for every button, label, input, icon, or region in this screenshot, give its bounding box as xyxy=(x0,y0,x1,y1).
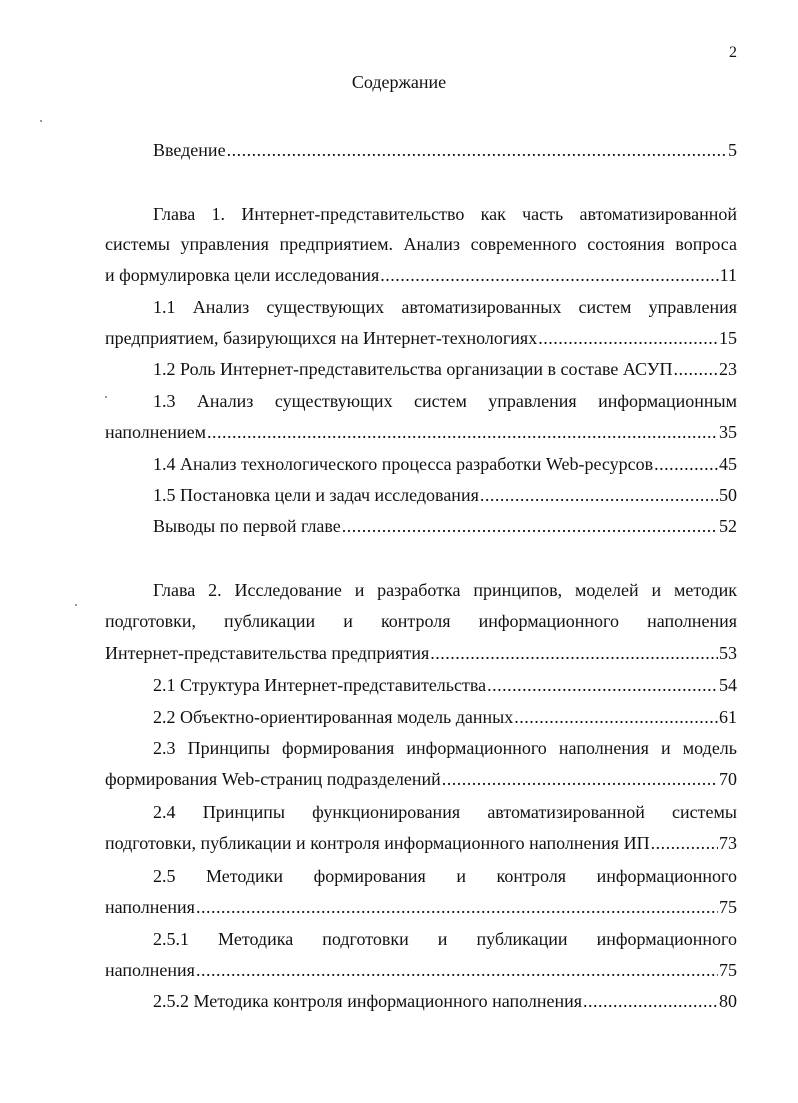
toc-entry-2-1[interactable] xyxy=(153,674,737,696)
toc-page: 54 xyxy=(719,675,737,695)
toc-text: Введение xyxy=(153,140,226,160)
toc-entry-intro[interactable] xyxy=(153,139,737,161)
dot-leader xyxy=(196,896,718,918)
toc-text: Глава 2. Исследование и разработка принципов, моделей и методик xyxy=(153,580,737,600)
dot-leader xyxy=(430,642,718,664)
toc-text: 2.3 Принципы формирования информационного наполнения и модель xyxy=(153,738,737,758)
toc-entry-2-2[interactable] xyxy=(153,706,737,728)
toc-text: 1.4 Анализ технологического процесса разработки Web-ресурсов xyxy=(153,454,654,474)
toc-page: 75 xyxy=(719,960,737,980)
dot-leader xyxy=(342,515,718,537)
page-number: 2 xyxy=(729,44,737,61)
toc-entry-2-5-2[interactable] xyxy=(153,990,737,1012)
toc-text: предприятием, базирующихся на Интернет-технологиях xyxy=(105,328,538,348)
toc-text: наполнением xyxy=(105,422,207,442)
dot-leader xyxy=(442,768,718,790)
page-title: Содержание xyxy=(351,72,447,92)
toc-page: 5 xyxy=(728,140,737,160)
dot-leader xyxy=(487,674,718,696)
dot-leader xyxy=(654,453,718,475)
toc-text: подготовки, публикации и контроля информационного наполнения xyxy=(105,611,737,631)
toc-page: 70 xyxy=(719,769,737,789)
toc-text: 1.2 Роль Интернет-представительства организации в составе АСУП xyxy=(153,359,673,379)
toc-text: и формулировка цели исследования xyxy=(105,265,380,285)
toc-text: Глава 1. Интернет-представительство как часть автоматизированной xyxy=(153,204,737,224)
toc-text: формирования Web-страниц подразделений xyxy=(105,769,441,789)
toc-text: 2.2 Объектно-ориентированная модель данных xyxy=(153,707,514,727)
scan-speck xyxy=(105,396,107,398)
toc-entry-1-2[interactable] xyxy=(153,358,737,380)
toc-text: 2.4 Принципы функционирования автоматизированной системы xyxy=(153,802,737,822)
dot-leader xyxy=(207,421,718,443)
toc-page: 50 xyxy=(719,485,737,505)
dot-leader xyxy=(514,706,718,728)
toc-entry-1-4[interactable] xyxy=(153,453,737,475)
dot-leader xyxy=(380,264,718,286)
toc-page: 45 xyxy=(719,454,737,474)
toc-entry-conclusions-1[interactable] xyxy=(153,515,737,537)
toc-page: 35 xyxy=(719,422,737,442)
dot-leader xyxy=(227,139,727,161)
dot-leader xyxy=(196,959,718,981)
toc-text: 1.1 Анализ существующих автоматизированных систем управления xyxy=(153,297,737,317)
toc-text: 2.1 Структура Интернет-представительства xyxy=(153,675,487,695)
toc-page: 15 xyxy=(719,328,737,348)
dot-leader xyxy=(538,327,718,349)
toc-page: 61 xyxy=(719,707,737,727)
dot-leader xyxy=(480,484,718,506)
toc-page: 23 xyxy=(719,359,737,379)
scan-speck xyxy=(75,604,77,606)
toc-text: 2.5.1 Методика подготовки и публикации информационного xyxy=(153,929,737,949)
dot-leader xyxy=(651,832,718,854)
toc-page: 75 xyxy=(719,897,737,917)
toc-text: наполнения xyxy=(105,960,195,980)
toc-page: 11 xyxy=(719,265,737,285)
toc-page: 80 xyxy=(719,991,737,1011)
toc-text: наполнения xyxy=(105,897,195,917)
toc-page: 73 xyxy=(719,833,737,853)
toc-text: системы управления предприятием. Анализ современного состояния вопроса xyxy=(105,234,737,254)
dot-leader xyxy=(583,990,718,1012)
toc-page: 53 xyxy=(719,643,737,663)
toc-text: 1.3 Анализ существующих систем управления информационным xyxy=(153,391,737,411)
toc-entry-1-5[interactable] xyxy=(153,484,737,506)
toc-text: 1.5 Постановка цели и задач исследования xyxy=(153,485,479,505)
toc-text: Интернет-представительства предприятия xyxy=(105,643,430,663)
scan-speck xyxy=(40,120,42,122)
toc-text: подготовки, публикации и контроля информационного наполнения ИП xyxy=(105,833,650,853)
dot-leader xyxy=(674,358,718,380)
toc-page: 52 xyxy=(719,516,737,536)
toc-text: 2.5 Методики формирования и контроля информационного xyxy=(153,866,737,886)
toc-text: 2.5.2 Методика контроля информационного наполнения xyxy=(153,991,583,1011)
toc-text: Выводы по первой главе xyxy=(153,516,341,536)
